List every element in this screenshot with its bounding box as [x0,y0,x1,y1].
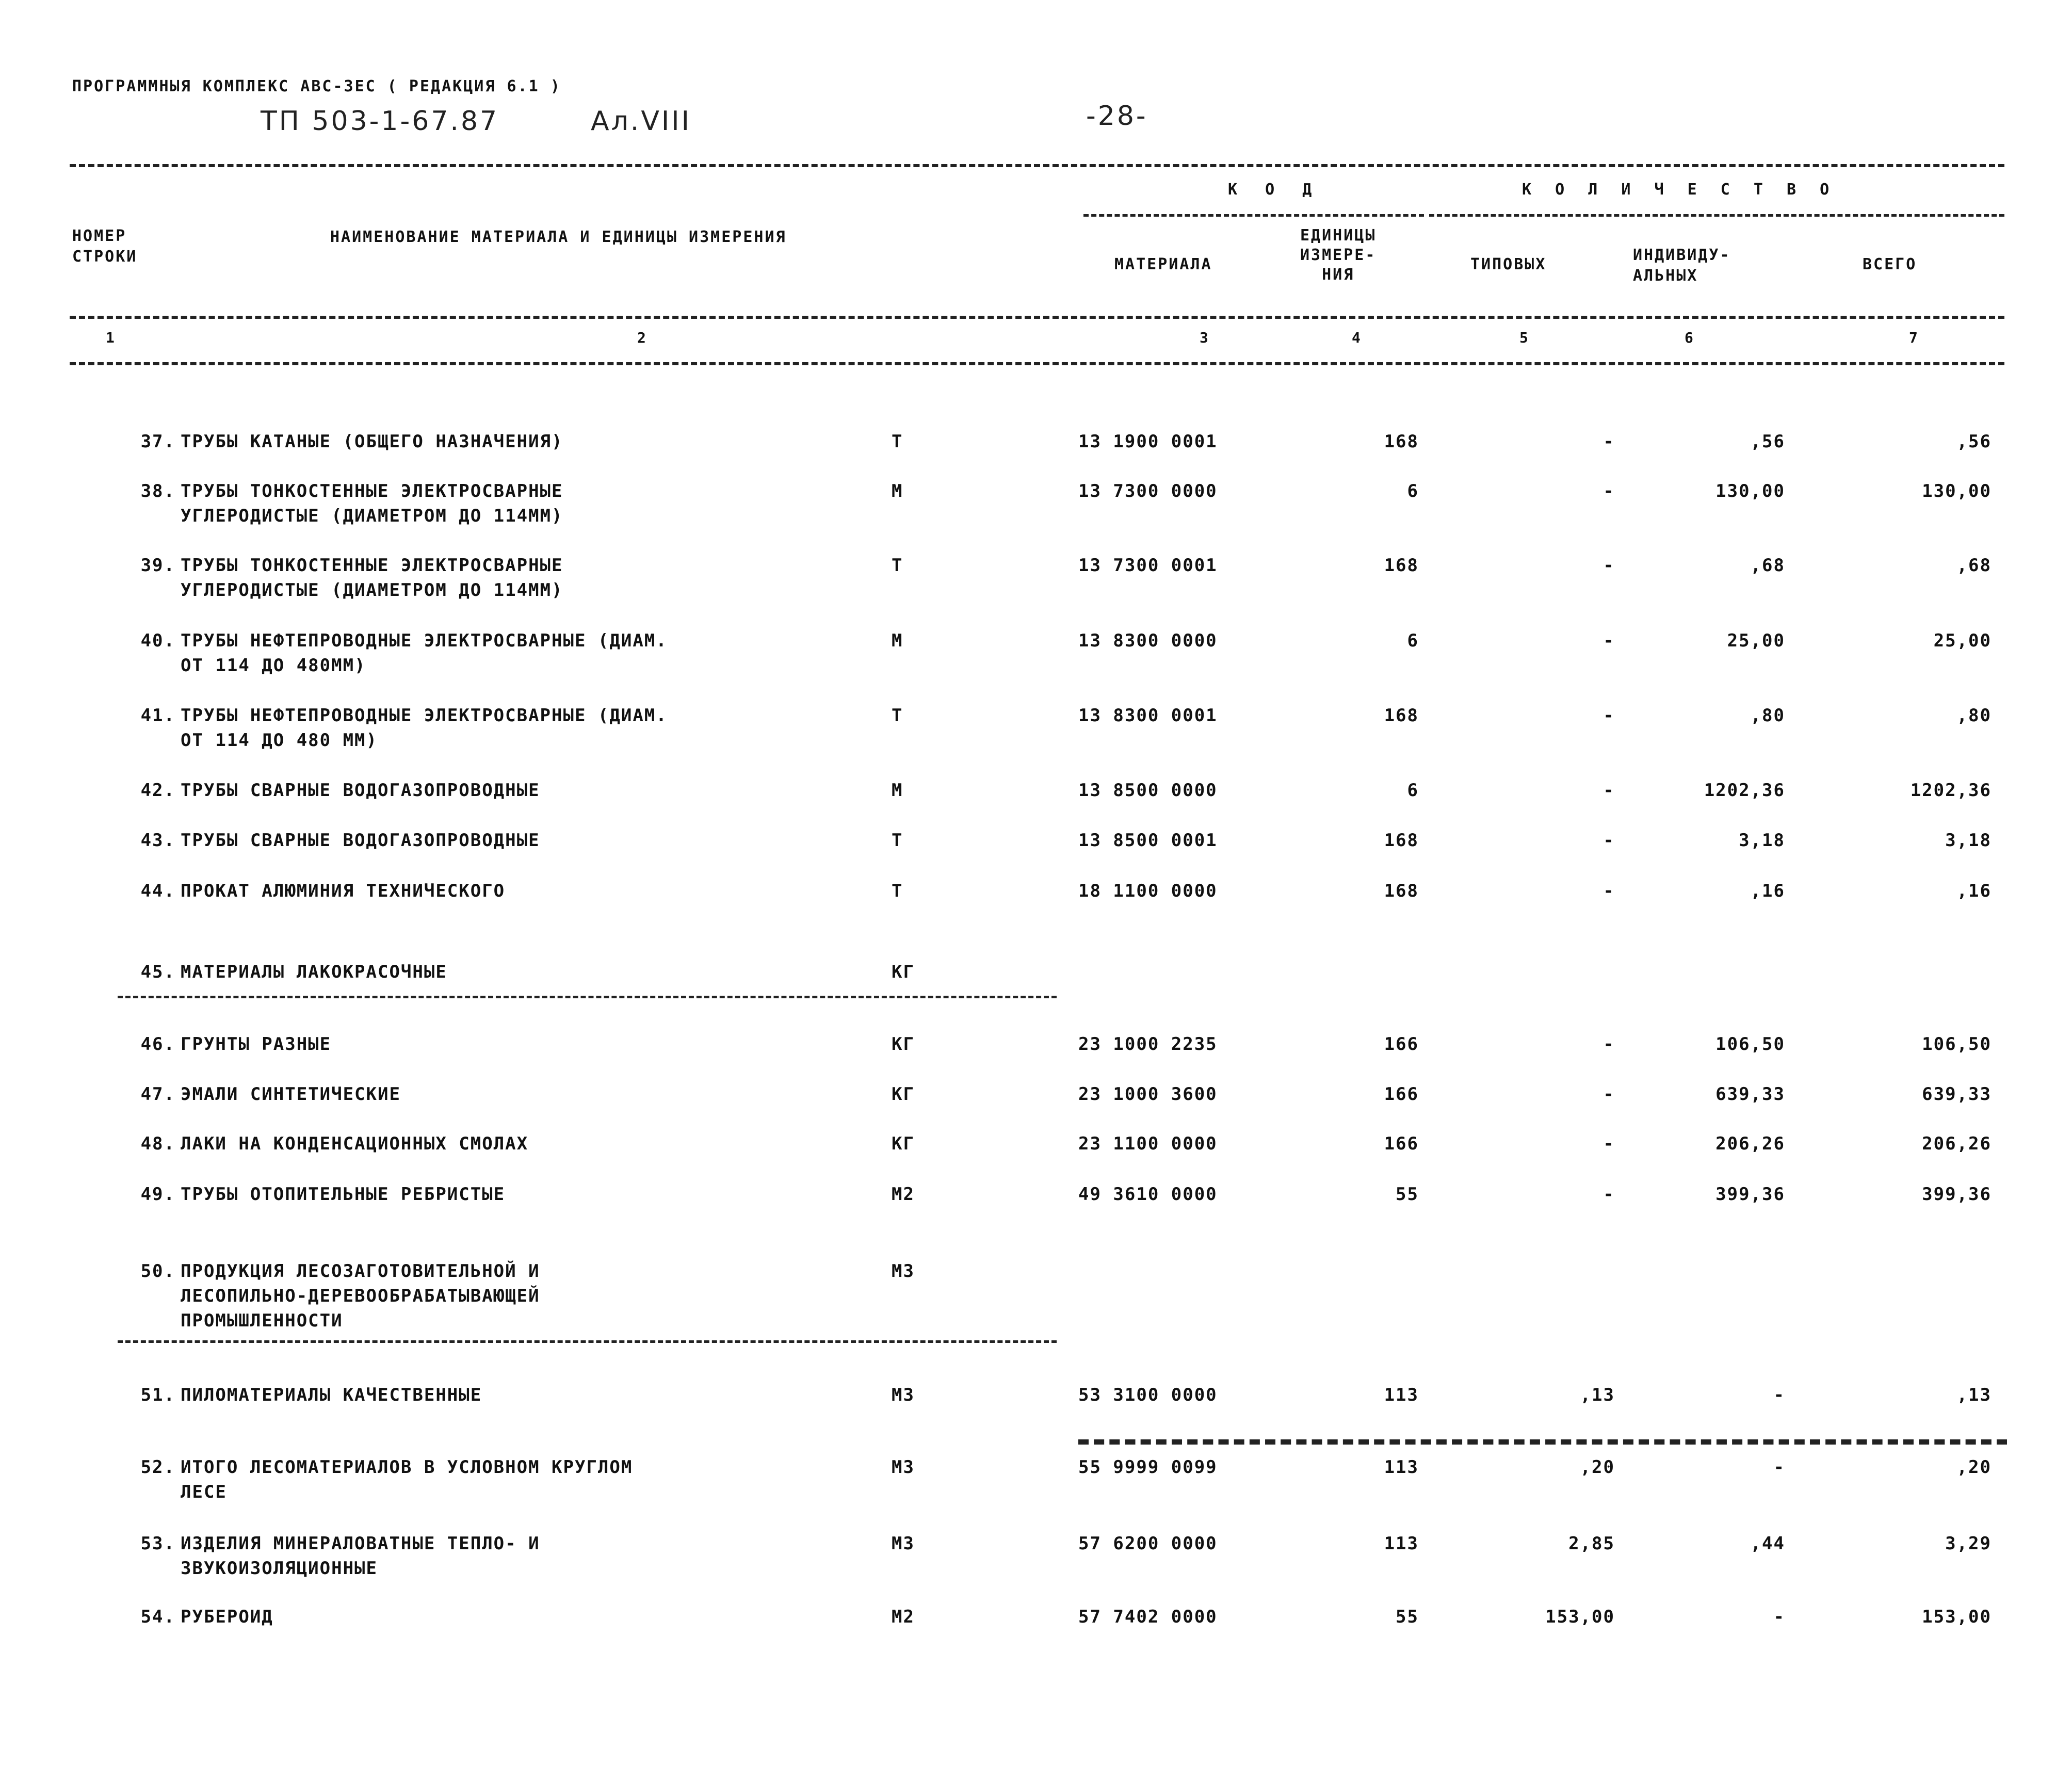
colnum-1: 1 [106,329,115,346]
material-code: 57 7402 0000 [1078,1607,1218,1627]
unit: М2 [892,1184,915,1205]
colnum-5: 5 [1519,329,1528,346]
group-code: К О Д [1228,181,1321,199]
unit-code: 6 [1407,481,1419,501]
unit-code: 168 [1384,705,1419,726]
qty-typical: - [1603,481,1615,501]
material-name: ТРУБЫ НЕФТЕПРОВОДНЫЕ ЭЛЕКТРОСВАРНЫЕ (ДИАМ. ОТ 114 ДО 480ММ) [181,630,668,676]
table-row [0,1182,2072,1231]
colnum-2: 2 [637,329,646,346]
unit-code: 55 [1396,1607,1419,1627]
qty-total: 130,00 [1922,481,1992,501]
header-top-rule [70,164,2004,167]
unit: КГ [892,1034,915,1055]
row-number: 50. [140,1261,175,1282]
row-number: 48. [140,1133,175,1154]
material-code: 18 1100 0000 [1078,881,1218,901]
col-material-code: МАТЕРИАЛА [1114,255,1212,273]
code-group-rule [1083,214,1424,217]
unit: М [892,630,903,651]
table-row [0,553,2072,603]
qty-total: 1202,36 [1910,780,1992,801]
unit: М3 [892,1385,915,1405]
unit: Т [892,881,903,901]
row-number: 44. [140,881,175,901]
unit: М [892,481,903,501]
material-code: 13 8300 0001 [1078,705,1218,726]
unit-code: 55 [1396,1184,1419,1205]
unit: М [892,780,903,801]
unit: Т [892,555,903,576]
qty-individual: 3,18 [1739,830,1785,851]
qty-total: ,56 [1956,431,1992,452]
row-number: 52. [140,1457,175,1478]
row-number: 37. [140,431,175,452]
qty-typical: - [1603,630,1615,651]
group-separator [118,996,1057,998]
qty-typical: - [1603,431,1615,452]
material-code: 55 9999 0099 [1078,1457,1218,1478]
unit-code: 168 [1384,431,1419,452]
material-code: 13 8500 0000 [1078,780,1218,801]
qty-individual: 25,00 [1727,630,1785,651]
row-number: 46. [140,1034,175,1055]
row-number: 54. [140,1607,175,1627]
qty-typical: - [1603,780,1615,801]
unit: М3 [892,1457,915,1478]
qty-individual: 206,26 [1715,1133,1785,1154]
material-name: ТРУБЫ СВАРНЫЕ ВОДОГАЗОПРОВОДНЫЕ [181,830,540,851]
row-number: 41. [140,705,175,726]
row-number: 42. [140,780,175,801]
qty-typical: ,13 [1580,1385,1615,1405]
table-row [0,1531,2072,1581]
qty-typical: 153,00 [1545,1607,1615,1627]
album-number: Ал.VIII [591,106,691,137]
header-mid-rule [70,316,2004,319]
doc-code: ТП 503-1-67.87 [261,106,499,137]
group-quantity: К О Л И Ч Е С Т В О [1522,181,1837,199]
table-row [0,1082,2072,1131]
qty-typical: - [1603,1184,1615,1205]
table-row [0,1455,2072,1504]
qty-individual: - [1773,1457,1785,1478]
qty-individual: ,68 [1750,555,1785,576]
qty-total: 25,00 [1933,630,1992,651]
material-name: ТРУБЫ СВАРНЫЕ ВОДОГАЗОПРОВОДНЫЕ [181,780,540,801]
material-code: 13 7300 0001 [1078,555,1218,576]
unit-code: 168 [1384,830,1419,851]
material-code: 53 3100 0000 [1078,1385,1218,1405]
qty-individual: 639,33 [1715,1084,1785,1105]
material-name: ПИЛОМАТЕРИАЛЫ КАЧЕСТВЕННЫЕ [181,1385,482,1405]
qty-typical: ,20 [1580,1457,1615,1478]
qty-individual: - [1773,1385,1785,1405]
material-name: ИТОГО ЛЕСОМАТЕРИАЛОВ В УСЛОВНОМ КРУГЛОМ ЛЕСЕ [181,1457,633,1502]
colnum-3: 3 [1200,329,1208,346]
material-code: 13 7300 0000 [1078,481,1218,501]
unit: М2 [892,1607,915,1627]
material-name: ТРУБЫ ТОНКОСТЕННЫЕ ЭЛЕКТРОСВАРНЫЕ УГЛЕРОДИСТЫЕ (ДИАМЕТРОМ ДО 114ММ) [181,555,563,601]
qty-total: ,16 [1956,881,1992,901]
unit-code: 113 [1384,1533,1419,1554]
header-bottom-rule [70,362,2004,365]
row-number: 53. [140,1533,175,1554]
colnum-6: 6 [1685,329,1693,346]
table-row [0,1259,2072,1336]
table-row [0,778,2072,828]
col-typical: ТИПОВЫХ [1470,255,1547,273]
qty-individual: 399,36 [1715,1184,1785,1205]
material-code: 49 3610 0000 [1078,1184,1218,1205]
qty-total: 639,33 [1922,1084,1992,1105]
unit: Т [892,830,903,851]
row-number: 40. [140,630,175,651]
qty-typical: 2,85 [1568,1533,1615,1554]
material-name: ТРУБЫ КАТАНЫЕ (ОБЩЕГО НАЗНАЧЕНИЯ) [181,431,563,452]
colnum-4: 4 [1352,329,1361,346]
unit-code: 113 [1384,1457,1419,1478]
qty-total: 3,18 [1945,830,1992,851]
material-name: ТРУБЫ ОТОПИТЕЛЬНЫЕ РЕБРИСТЫЕ [181,1184,506,1205]
table-row [0,1131,2072,1181]
material-code: 23 1000 2235 [1078,1034,1218,1055]
material-name: РУБЕРОИД [181,1607,273,1627]
col-row-number: НОМЕР СТРОКИ [72,227,138,266]
qty-typical: - [1603,830,1615,851]
table-row [0,628,2072,678]
col-individual: ИНДИВИДУ- АЛЬНЫХ [1633,246,1731,285]
qty-total: 153,00 [1922,1607,1992,1627]
unit-code: 168 [1384,881,1419,901]
program-line: ПРОГРАММНЫЯ КОМПЛЕКС АВС-ЗЕС ( РЕДАКЦИЯ 6.1 ) [72,77,561,95]
unit: Т [892,705,903,726]
unit-code: 6 [1407,630,1419,651]
qty-total: ,80 [1956,705,1992,726]
qty-total: ,13 [1956,1385,1992,1405]
qty-individual: ,56 [1750,431,1785,452]
unit-code: 6 [1407,780,1419,801]
qty-individual: 1202,36 [1704,780,1785,801]
qty-individual: - [1773,1607,1785,1627]
qty-individual: ,80 [1750,705,1785,726]
table-row [0,960,2072,1009]
unit-code: 168 [1384,555,1419,576]
table-row [0,879,2072,928]
unit: Т [892,431,903,452]
qty-typical: - [1603,1084,1615,1105]
qty-individual: ,16 [1750,881,1785,901]
group-separator [118,1340,1057,1343]
material-name: ИЗДЕЛИЯ МИНЕРАЛОВАТНЫЕ ТЕПЛО- И ЗВУКОИЗОЛЯЦИОННЫЕ [181,1533,540,1579]
material-name: ГРУНТЫ РАЗНЫЕ [181,1034,332,1055]
qty-total: 399,36 [1922,1184,1992,1205]
material-code: 57 6200 0000 [1078,1533,1218,1554]
qty-typical: - [1603,1133,1615,1154]
material-code: 13 8500 0001 [1078,830,1218,851]
total-separator [1078,1439,2007,1445]
row-number: 39. [140,555,175,576]
row-number: 51. [140,1385,175,1405]
qty-typical: - [1603,705,1615,726]
row-number: 49. [140,1184,175,1205]
col-unit-code: ЕДИНИЦЫ ИЗМЕРЕ- НИЯ [1300,226,1377,284]
material-name: ЭМАЛИ СИНТЕТИЧЕСКИЕ [181,1084,401,1105]
unit-code: 113 [1384,1385,1419,1405]
col-name: НАИМЕНОВАНИЕ МАТЕРИАЛА И ЕДИНИЦЫ ИЗМЕРЕНИЯ [330,228,787,246]
row-number: 43. [140,830,175,851]
table-row [0,429,2072,479]
unit: КГ [892,1133,915,1154]
table-row [0,1032,2072,1081]
qty-total: 206,26 [1922,1133,1992,1154]
material-code: 23 1000 3600 [1078,1084,1218,1105]
material-code: 13 8300 0000 [1078,630,1218,651]
material-code: 23 1100 0000 [1078,1133,1218,1154]
page-number: -28- [1086,101,1148,132]
table-row [0,828,2072,878]
material-code: 13 1900 0001 [1078,431,1218,452]
material-name: ПРОКАТ АЛЮМИНИЯ ТЕХНИЧЕСКОГО [181,881,506,901]
material-group-name: МАТЕРИАЛЫ ЛАКОКРАСОЧНЫЕ [181,962,447,982]
col-total: ВСЕГО [1863,255,1917,273]
colnum-7: 7 [1909,329,1918,346]
qty-typical: - [1603,881,1615,901]
material-name: ТРУБЫ ТОНКОСТЕННЫЕ ЭЛЕКТРОСВАРНЫЕ УГЛЕРОДИСТЫЕ (ДИАМЕТРОМ ДО 114ММ) [181,481,563,526]
material-name: ЛАКИ НА КОНДЕНСАЦИОННЫХ СМОЛАХ [181,1133,529,1154]
qty-typical: - [1603,1034,1615,1055]
qty-total: ,68 [1956,555,1992,576]
qty-total: 106,50 [1922,1034,1992,1055]
material-group-name: ПРОДУКЦИЯ ЛЕСОЗАГОТОВИТЕЛЬНОЙ И ЛЕСОПИЛЬНО-ДЕРЕВООБРАБАТЫВАЮЩЕЙ ПРОМЫШЛЕННОСТИ [181,1261,540,1331]
qty-total: 3,29 [1945,1533,1992,1554]
table-row [0,479,2072,528]
unit: КГ [892,1084,915,1105]
qty-individual: 130,00 [1715,481,1785,501]
unit-code: 166 [1384,1133,1419,1154]
row-number: 38. [140,481,175,501]
unit: М3 [892,1533,915,1554]
qty-total: ,20 [1956,1457,1992,1478]
qty-individual: 106,50 [1715,1034,1785,1055]
unit: КГ [892,962,915,982]
table-row [0,703,2072,753]
qty-typical: - [1603,555,1615,576]
table-row [0,1383,2072,1432]
unit-code: 166 [1384,1034,1419,1055]
row-number: 47. [140,1084,175,1105]
unit: М3 [892,1261,915,1282]
row-number: 45. [140,962,175,982]
qty-group-rule [1429,214,2004,217]
table-row [0,1604,2072,1654]
material-name: ТРУБЫ НЕФТЕПРОВОДНЫЕ ЭЛЕКТРОСВАРНЫЕ (ДИАМ. ОТ 114 ДО 480 ММ) [181,705,668,751]
unit-code: 166 [1384,1084,1419,1105]
qty-individual: ,44 [1750,1533,1785,1554]
